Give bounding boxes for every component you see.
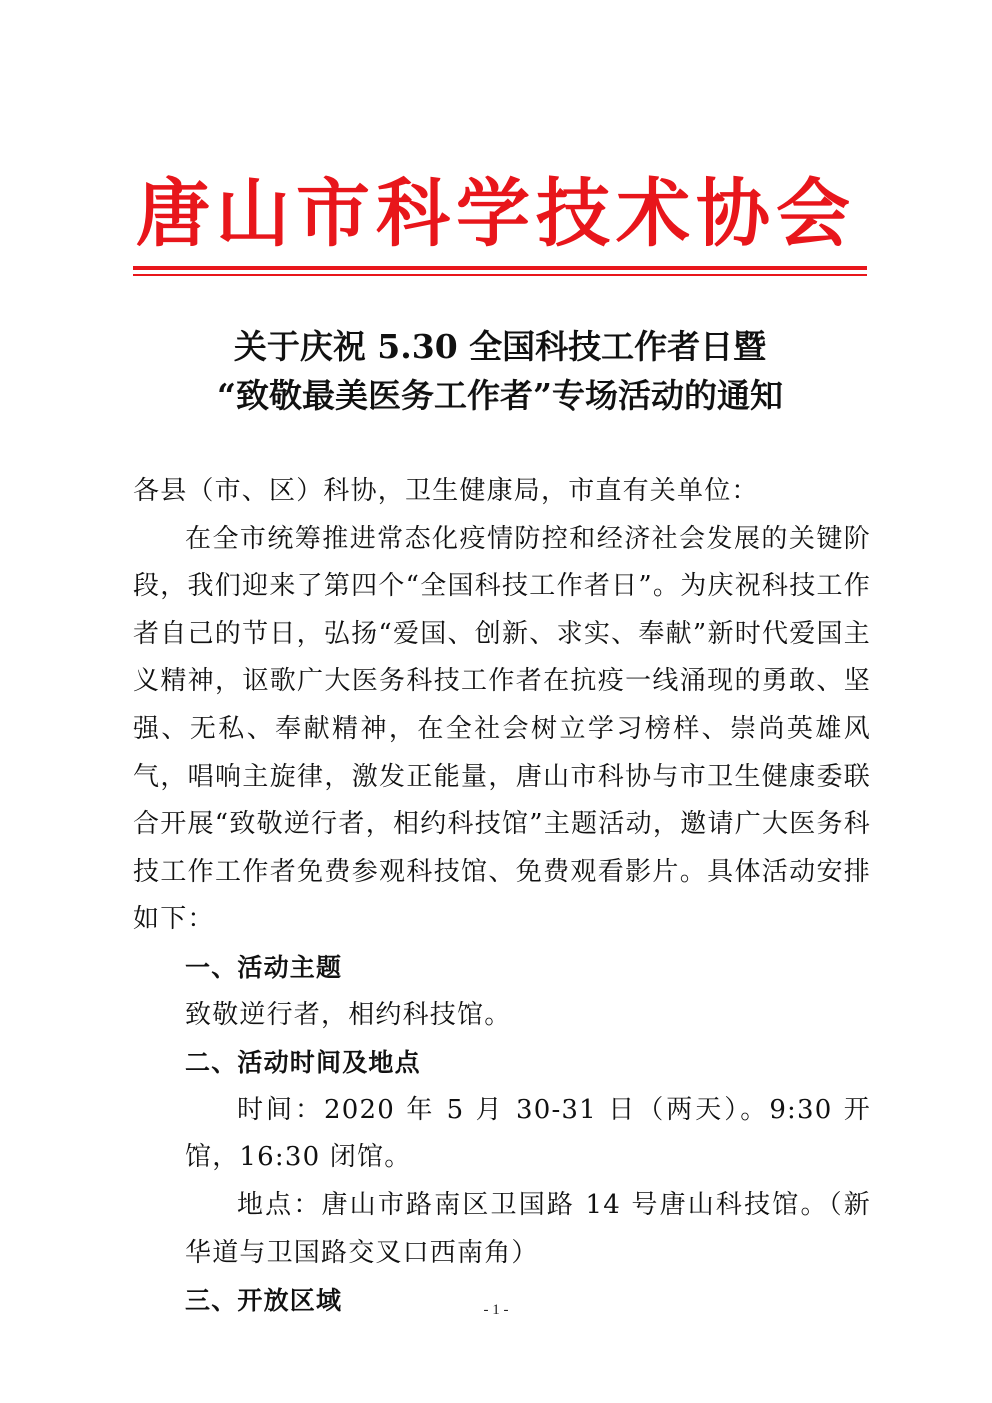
section-theme-content: 致敬逆行者，相约科技馆。 xyxy=(185,999,512,1030)
letterhead-org-name: 唐山市科学技术协会 xyxy=(136,171,856,257)
document-body xyxy=(133,468,871,1325)
document-title xyxy=(100,322,900,420)
page-number: - 1 - xyxy=(483,1302,509,1318)
salutation: 各县（市、区）科协，卫生健康局，市直有关单位： xyxy=(133,476,759,506)
letterhead-rule-thin xyxy=(133,274,867,276)
section-location-text: 地点：唐山市路南区卫国路 14 号唐山科技馆。（新华道与卫国路交叉口西南角） xyxy=(185,1189,871,1268)
intro-paragraph: 在全市统筹推进常态化疫情防控和经济社会发展的关键阶段，我们迎来了第四个“全国科技工作者日”。为庆祝科技工作者自己的节日，弘扬“爱国、创新、求实、奉献”新时代爱国主义精神，讴歌广大医务科技工作者在抗疫一线涌现的勇敢、坚强、无私、奉献精神，在全社会树立学习榜样、崇尚英雄风气，唱响主旋律，激发正能量，唐山市科协与市卫生健康委联合开展“致敬逆行者，相约科技馆”主题活动，邀请广大医务科技工作工作者免费参观科技馆、免费观看影片。具体活动安排如下： xyxy=(133,523,871,935)
section-time-text: 时间：2020 年 5 月 30-31 日（两天）。9:30 开馆，16:30 闭馆。 xyxy=(185,1094,871,1173)
section-heading-time-location: 二、活动时间及地点 xyxy=(185,1048,421,1078)
title-line-2: “致敬最美医务工作者”专场活动的通知 xyxy=(217,376,783,415)
title-line-1: 关于庆祝 5.30 全国科技工作者日暨 xyxy=(233,327,767,366)
section-heading-open-areas: 三、开放区域 xyxy=(185,1286,343,1316)
letterhead-rule-thick xyxy=(133,266,867,270)
section-heading-theme: 一、活动主题 xyxy=(185,952,343,982)
